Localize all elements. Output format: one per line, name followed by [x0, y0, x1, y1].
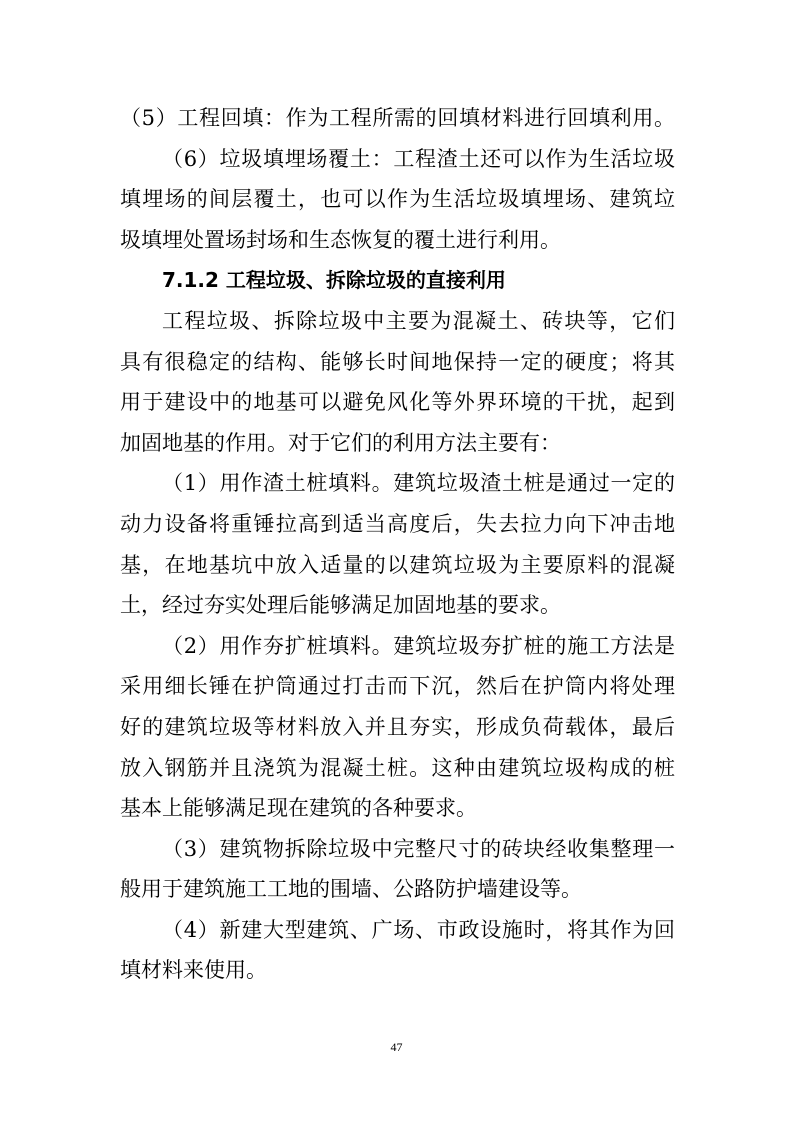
paragraph-line: （6）垃圾填埋场覆土：工程渣土还可以作为生活垃圾 — [162, 146, 675, 171]
paragraph-line: 具有很稳定的结构、能够长时间地保持一定的硬度；将其 — [120, 349, 675, 374]
paragraph-line: 般用于建筑施工工地的围墙、公路防护墙建设等。 — [120, 877, 582, 902]
paragraph-line: 用于建设中的地基可以避免风化等外界环境的干扰，起到 — [120, 390, 675, 415]
paragraph-line: （1）用作渣土桩填料。建筑垃圾渣土桩是通过一定的 — [162, 471, 675, 496]
paragraph-line: （3）建筑物拆除垃圾中完整尺寸的砖块经收集整理一 — [162, 836, 675, 861]
paragraph-line: 土，经过夯实处理后能够满足加固地基的要求。 — [120, 593, 561, 618]
section-heading: 7.1.2 工程垃圾、拆除垃圾的直接利用 — [162, 268, 506, 293]
paragraph-line: 圾填埋处置场封场和生态恢复的覆土进行利用。 — [120, 227, 561, 252]
paragraph-line: 基本上能够满足现在建筑的各种要求。 — [120, 796, 477, 821]
paragraph-line: 动力设备将重锤拉高到适当高度后，失去拉力向下冲击地 — [120, 511, 675, 536]
paragraph-line: 好的建筑垃圾等材料放入并且夯实，形成负荷载体，最后 — [120, 714, 675, 739]
document-body — [120, 98, 675, 991]
page-number: 47 — [390, 1040, 403, 1054]
paragraph-line: 放入钢筋并且浇筑为混凝土桩。这种由建筑垃圾构成的桩 — [120, 755, 675, 780]
paragraph-line: （4）新建大型建筑、广场、市政设施时，将其作为回 — [162, 917, 675, 942]
paragraph-line: 填材料来使用。 — [120, 958, 267, 983]
paragraph-line: （2）用作夯扩桩填料。建筑垃圾夯扩桩的施工方法是 — [162, 633, 675, 658]
paragraph-line: 加固地基的作用。对于它们的利用方法主要有： — [120, 430, 561, 455]
paragraph-line: 基，在地基坑中放入适量的以建筑垃圾为主要原料的混凝 — [120, 552, 675, 577]
paragraph-line: （5）工程回填：作为工程所需的回填材料进行回填利用。 — [120, 106, 675, 130]
paragraph-line: 填埋场的间层覆土，也可以作为生活垃圾填埋场、建筑垃 — [120, 187, 675, 212]
paragraph-line: 采用细长锤在护筒通过打击而下沉，然后在护筒内将处理 — [120, 674, 675, 699]
paragraph-line: 工程垃圾、拆除垃圾中主要为混凝土、砖块等，它们 — [162, 308, 675, 333]
